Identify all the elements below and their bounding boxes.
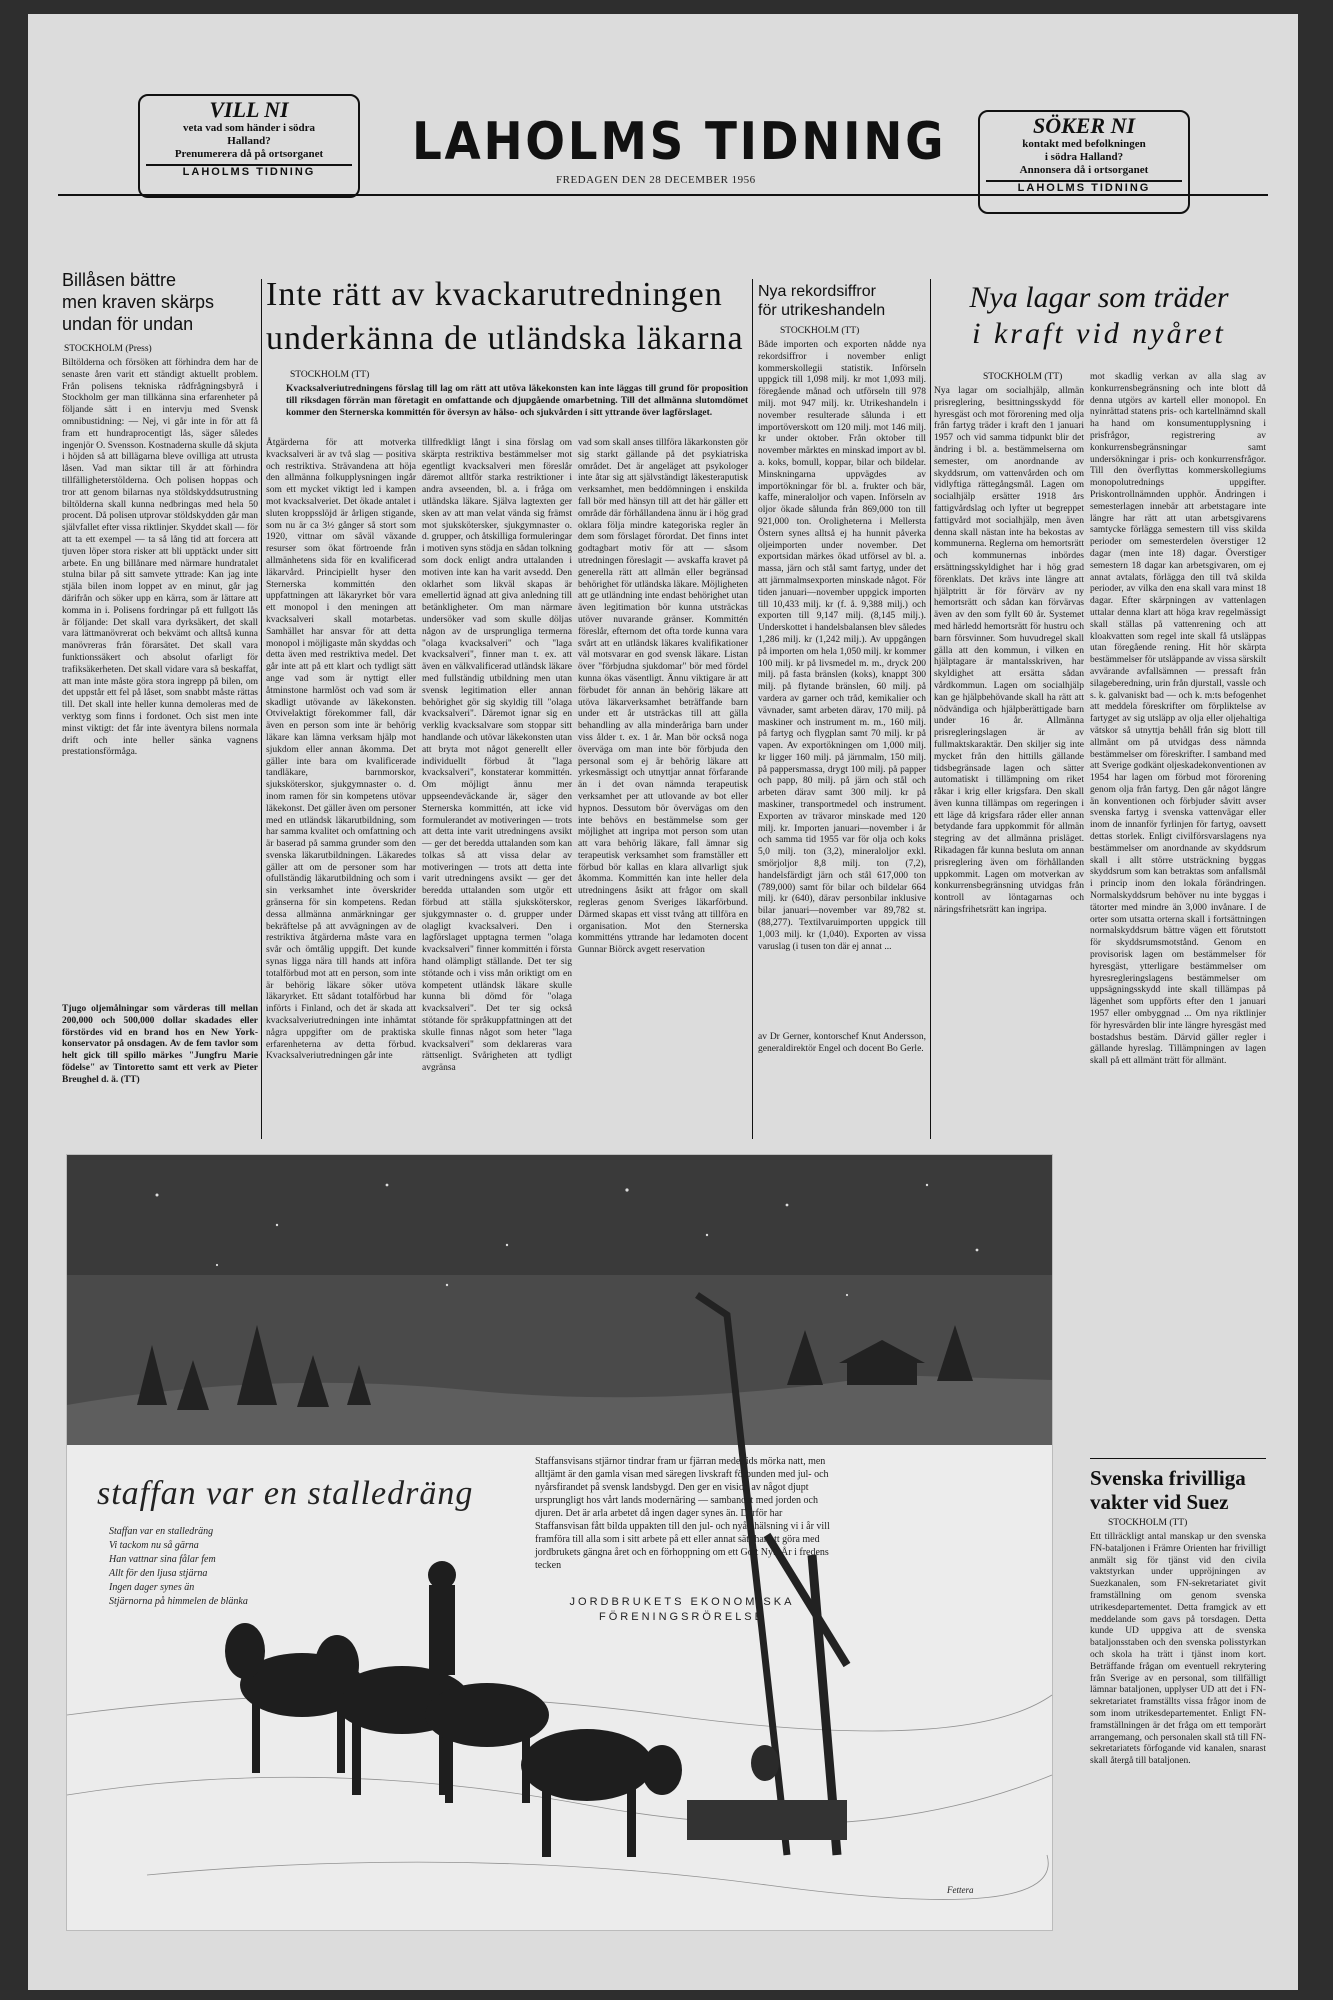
advertise-box: [978, 110, 1190, 214]
advertise-line-2: i södra Halland?: [1044, 151, 1124, 163]
right-col-2: mot skadlig verkan av alla slag av konkurrensbegränsning och inte blott då denna utgörs av kartell eller monopol. En nyinrättad statens pris- och kartellnämnd skall ha hand om konsumentupplysning i prisfrågor, registrering av konkurrensbegränsningar samt undersökningar i pris- och konkurrensfrågor. Till den överflyttas kommerskollegiums monopolutrednings uppgifter. Priskontrollnämnden upphör. Ändringen i semesterlagen innebär att arbetstagare inte längre har rätt att utan arbetsgivarens samtycke förlägga semestern till viss skilda perioder om semesterdelen överstiger 12 dagar (men inte 18) dagar. Överstiger semestern 18 dagar kan arbetsgivaren, om ej annat avtalats, förlägga den till två skilda perioder, av vilka den ena skall vara minst 18 dagar. Efter skärpningen av vattenlagen uttalar denna klart att höga krav regelmässigt skall ställas på vattenrening och att kloakvatten som regel inte skall få utsläppas utan föregående rening. Hit hör skärpta bestämmelser för utsläppande av vissa särskilt avvärande avfallsämnen — pressaft från silageberedning, urin från djurstall, vassle och s. k. galvaniskt bad — och k. m:ts befogenhet att meddela föreskrifter om förpliktelse av fartyget av sig utsläpp av olja eller oljehaltiga vätskor så utnyttja behåll från sig blott till allmänt om på utvidgas dess nämnda bestämmelser om föreskrifter. I samband med att Sverige godkänt oljeskadekonventionen av 1954 har lagen om förbud mot förorening genom olja från fartyg. Den går något längre än konventionen och förbjuder såvitt avser svenska fartyg i svenska vattenvägar eller inom de innanför fyrlinjen för fartyg, oavsett dettas storlek. Enligt civilförsvarslagens nya bestämmelser om anordnande av skyddsrum skall i allt större utsträckning byggas skyddsrum som kan betraktas som anfallsmål i princip inom den lokala förändringen. Normalskyddsrum behöver nu inte byggas i tätorter med mindre än 3,000 invånare. I de orter som utsatta orterna skall i fortsättningen normalskyddsrum bättre vägen ett förutstott för skyddsrumsmotstånd. Genom en provisorisk lagen om bestämmelser för hyresgäst, ytterligare bestämmelser om hyresregleringslagens bestämmelser om uppsägningsskydd inte skall tillämpas på lägenhet som uppförts efter den 1 januari 1957 eller ombyggnad ... Om nya riktlinjer för hyresvärden blir inte längre hyresgäst med bostadshus bestäm. Därvid gäller regler i gällande hyreslag. Tillämpningen av lagen skall på ett allmänt trätt för allmänt.: [1090, 372, 1266, 1067]
export-byline: STOCKHOLM (TT): [780, 326, 860, 336]
subscribe-line-2: Halland?: [227, 135, 271, 147]
subscribe-box-tag: LAHOLMS TIDNING: [146, 164, 352, 178]
main-col-1: Åtgärderna för att motverka kvacksalveri är av två slag — positiva och restriktiva. Strävandena att höja den allmänna folkupplysningen ingår som ett mycket viktigt led i kampen mot kvacksalveriet. Det ökade antalet i sluten kroppsslöjd är årligen stigande, som nu är ca 3½ gånger så stort som 1920, vittnar om såväl växande resurser som ökat förtroende från allmänhetens sida för en kvalificerad läkarvård. Principiellt hyser den Sternerska kommittén den uppfattningen att läkaryrket bör vara ett monopol i den meningen att kvacksalveri skall motarbetas. Samhället har ansvar för att detta monopol i möjligaste mån skyddas och detta även med restriktiva medel. Det går inte att på ett klart och tydligt sätt ange vad som är nyttigt eller åtminstone harmlöst och vad som är skadligt utövande av läkekonsten. Otvivelaktigt förekommer fall, där även en person som inte är behörig läkare kan lämna verksam hjälp mot sjukdom eller annan åkomma. Det gäller inte bara om kvalificerade tandläkare, barnmorskor, sjuksköterskor, sjukgymnaster o. d. inom ramen för sin kompetens utövar läkekonst. Det gäller även om personer med en utländsk läkarutbildning, som har samma kvalitet och omfattning och är baserad på samma grunder som den svenska läkarutbildningen. Läkaredes gäller att om de personer som har ofullständig läkarutbildning och som i sin verksamhet inte överskrider gränserna för sin kompetens. Redan dessa allmänna anmärkningar ger bekräftelse på att avvägningen av de restriktiva åtgärderna måste vara en svår och ömtålig uppgift. Det kunde synas ligga nära till hands att införa totalförbud mot att en person, som inte är behörig läkare söker utöva läkaryrket. Ett sådant totalförbud har införts i Finland, och det är skada att kvacksalveriutredningen inte inhämtat några uppgifter om de praktiska erfarenheterna av detta förbud. Kvacksalveriutredningen går inte: [266, 438, 416, 1062]
advert-artist: Fettera: [947, 1885, 974, 1895]
suez-byline: STOCKHOLM (TT): [1108, 1518, 1188, 1528]
main-headline-1: Inte rätt av kvackarutredningen: [266, 276, 723, 313]
main-byline: STOCKHOLM (TT): [290, 370, 370, 380]
main-lead: Kvacksalveriutredningens förslag till lag om rätt att utöva läkekonsten kan inte läggas till grund för proposition till riksdagen förrän man företagit en omfattande och djupgående omarbetning. Till det allmänna slutomdömet kommer den Sternerska kommittén för översyn av hälso- och sjukvården i sitt yttrande över lagförslaget.: [286, 384, 748, 418]
subscribe-box-title: VILL NI: [209, 97, 289, 122]
export-headline: [758, 282, 928, 320]
verse-line-2: Vi tackom nu så gärna: [109, 1540, 199, 1551]
left-byline: STOCKHOLM (Press): [64, 344, 152, 354]
suez-headline-line-1: Svenska frivilliga: [1090, 1466, 1246, 1490]
export-headline-line-1: Nya rekordsiffror: [758, 283, 876, 300]
advert-verse: [109, 1525, 248, 1609]
right-headline-line-2: i kraft vid nyåret: [972, 317, 1226, 350]
left-headline-line-3: undan för undan: [62, 314, 194, 334]
column-rule-1: [261, 279, 262, 1139]
advertise-line-1: kontakt med befolkningen: [1022, 138, 1146, 150]
right-byline: STOCKHOLM (TT): [983, 372, 1063, 382]
left-headline: [62, 269, 262, 335]
advertise-box-title: SÖKER NI: [1032, 113, 1136, 138]
staffan-advert: [66, 1154, 1053, 1931]
advert-body: Staffansvisans stjärnor tindrar fram ur fjärran medeltids mörka natt, men alltjämt är den gamla visan med säregen livskraft förbunden med jul- och nyårsfirandet på svensk landsbygd. Den ger en vision av något djupt ursprungligt hos vårt lands modernäring — sambandet med jorden och djuren. Det är arla arbetet då ingen dager synes än. Därför har Staffansvisan fått bilda uppakten till den jul- och nyårshälsning vi i år vill framföra till alla som i sitt arbete på ett eller annat sätt har att göra med jordbrukets gängnа året och en förhoppning om ett Gott Nytt År i fredens tecken: [535, 1456, 830, 1571]
main-col-2: tillfredkligt långt i sina förslag om skärpta restriktiva bestämmelser mot egentligt kvacksalveri men föreslår däremot alltför starka restriktioner i andra avseenden, bl. a. i fråga om utländska läkare. Själva lagtexten ger sken av att man velat vända sig främst mot sjukskötersker, sjukgymnaster o. d. grupper, och åtskilliga formuleringar i motiven syns stödja en sådan tolkning som dock enligt andra uttalanden i motiven inte kan ha varit avsedd. Den oklarhet som likväl skapas är emellertid ägnad att giva anledning till betänkligheter. Om man närmare undersöker vad som skulle döljas någon av de ursprungliga termerna "olaga kvacksalveri" och "laga kvacksalveri", finner man t. ex. att även en välkvalificerad utländsk läkare med fullständig utbildning men utan svensk legitimation eller annan behörighet gör sig skyldig till "olaga kvacksalveri". Däremot ignar sig en verklig kvacksalvare som stoppar sitt handlande och utövar läkekonsten utan att bryta mot något generellt eller individuellt förbud åt "laga kvacksalveri", konstaterar kommittén. Om möjligt ännu mer uppseendeväckande är, säger den Sternerska kommittén, att icke vid formulerandet av motiveringen — trots att detta inte varit utredningens avsikt — ger det beredda uttalanden som kan tolkas så att vissa delar av motiveringen — trots att detta inte varit utredningens avsikt — ger det beredda uttalanden som utgör ett förbud att ställa sjuksköterskor, sjukgymnaster o. d. grupper under olagligt kvacksalveri. Den i lagförslaget upptagna termen "olaga kvacksalveri" finner kommittén i första hand olämpligt ställande. Det ter sig stötande och i viss mån oriktigt om en kompetent utländsk läkare skulle kunna bli dömd för "olaga kvacksalveri". Det ter sig också stötande för språkuppfattningen att det skulle finnas något som heter "laga kvacksalveri" som deklareras vara rättsenligt. Svårigheten att tydligt avgränsa: [422, 438, 572, 1074]
left-headline-line-1: Billåsen bättre: [62, 270, 177, 290]
right-headline: [934, 280, 1264, 352]
masthead: LAHOLMS TIDNING: [412, 112, 947, 172]
subscribe-line-1: veta vad som händer i södra: [182, 122, 316, 134]
verse-line-5: Ingen dager synes än: [109, 1582, 195, 1593]
advert-title: staffan var en stalledräng: [97, 1475, 474, 1512]
column-rule-3: [930, 279, 931, 1139]
dateline: FREDAGEN DEN 28 DECEMBER 1956: [556, 174, 756, 186]
left-body: Biltölderna och försöken att förhindra dem har de senaste åren varit ett ständigt aktuellt problem. Från polisens tekniska rådfrågningsbyrå i Stockholm ger man tillkänna sina erfarenheter på följande sätt i en intervju med Svensk omnibustidning: — Nej, vi går inte in för att få fram ett hundraprocentigt lås, säger således ingenjör O. Svensson. Kostnaderna skulle då skjuta i höjden så att billägarna bleve ovilliga att utrusta låsen. Vad man siktar till är att förhindra tillfälligheterstölderna. Och polisen hoppas och tror att genom bilarnas nya stöldskyddsutrustning biltölderna skall kunna nedbringas med hela 50 procent. Då polisen utprovar stöldskydden går man självfallet efter vissa riktlinjer. Skyddet skall — för att ta ett exempel — ta så lång tid att forcera att tjuven löper stora risker att bli upptäckt under sitt arbete. En ung billånare med närmare hundratalet stulna bilar på sitt samvete yttrade: Kan jag inte stjäla bilen inom loppet av en minut, går jag därifrån och söker upp en kärra, som är lättare att komma in i. Polisens fordringar på ett fullgott lås är följande: Det skall vara dyrksäkert, det skall vara lättmanövrerat och bekvämt och alltså kunna manövreras från förarsätet. Det skall vara funktionssäkert och absolut ofarligt för trafiksäkerheten. Det skall vidare vara så beskaffat, att man inte måste göra stora ingrepp på bilen, om det uppstår ett fel på låset, som snabbt måste rättas till. Det skall inte heller kunna demoleras med de verktyg som finns i fordonet. Och sist men inte minst viktigt: det får inte äventyra bilens normala drift och inte heller sänka vagnens prestationsförmåga.: [62, 358, 258, 758]
column-rule-2: [752, 279, 753, 1139]
left-headline-line-2: men kraven skärps: [62, 292, 215, 312]
main-col-3: vad som skall anses tillföra läkarkonsten gör sig starkt gällande på det psykiatriska området. Det är angeläget att psykologer inte åtar sig att självständigt läkesteraputisk verksamhet, men beddömningen i enskilda fall bör med hänsyn till att det här gäller ett område där förhållandena ännu är i hög grad oklara följa mindre kategoriska regler än dem som förslaget förordat. Det finns intet godtagbart motiv för att — såsom utredningen föreslagit — avskaffa kravet på generella rätt att allmän eller begränsad behörighet för utländska läkare. Möjligheten att ge utländning inte endast behörighet utan även legitimation bör kunna utsträckas utöver nuvarande gränser. Kommittén föreslår, efternom det ofta torde kunna vara svårt att en utländsk läkares kvalifikationer väl motsvarar en god svensk läkare. Listan över "förbjudna sjukdomar" bör med fördel kunna ökas väsentligt. Ännu viktigare är att förbudet för annan än behörig läkare att utöva läkarverksamhet beträffande barn under ett år utsträckas till att gälla behandling av alla minderåriga barn under viss ålder t. ex. 1 år. Man bör också noga överväga om man inte bör förbjuda den personal som ej är behörig läkare att yrkesmässigt och utnyttjar annat förfarande än i det ovan nämnda terapeutisk verksamhet per att utlovande av bot eller hypnos. Dessutom bör övervägas om den inte behövs en bestämmelse som ger möjlighet att ingripa mot person som utan att vara behörig läkare, fall ämnar sig terapeutisk verksamhet som framställer ett förbud bör kallas en klara allvarligt sjuk åkomma. Kommittén kan inte heller dela utredningens åsikt att frågor om skall regleras genom Sveriges läkarförbund. Därmed skapas ett visst tvång att tillföra en organisation. Mot den Sternerska kommitténs yttrande har ledamoten docent Gunnar Biörck avgett reservation: [578, 438, 748, 956]
advertise-box-tag: LAHOLMS TIDNING: [986, 180, 1182, 194]
right-col-1: Nya lagar om socialhjälp, allmän prisreglering, besittningsskydd för hyresgäst och mot förorening med olja från fartyg träder i kraft den 1 januari 1957 och vid samma tidpunkt blir det ändring i bl. a. bestämmelserna om semester, om anordnande av skyddsrum, om vattenvården och om vidlyftiga rättegångsmål. Lagen om socialhjälp ersätter 1918 års fattigvårdslag och lyfter ut begreppet fattigvård mot socialhjälp, men även denna skall nästan inte ha bekostas av kommunerna. Reglerna om hemortsrätt och kommunernas inbördes ersättningsskyldighet har i hög grad förenklats. Det krävs inte längre att hjälptritt är för förvärv av ny hemortsrätt och sådan kan förvärvas även av den som fyllt 60 år. Systemet med härledd hemortsrätt för hustru och barn försvinner. Som huvudregel skall gälla att den kommun, i vilken en hjälptagare är mantalsskriven, har skyldighet att ersätta sådan vårdkommun. Lagen om socialhjälp kan ge hjälpbehövande skall ha rätt att nödvändiga och hjälpberättigade barn under 16 år. Allmänna prisregleringslagen är av fullmaktskaraktär. Den skiljer sig inte mycket från den hittills gällande tidsbegränsade lagen och sätter automatiskt i tillämpning om riket råkar i krig eller krigsfara. Den skall även kunna tillämpas om regeringen i ett läge då krigsfara råder eller annan betydande fara uppkommit för allmän stegring av det allmänna prisläget. Rikadagen får kunna besluta om annan prisreglering även om förhållanden uppkommit. Lagen om motverkan av konkurrensbegränsning utvidgas från kontroll av löntagarnas och näringsfrihetsrätt kan ingripa.: [934, 386, 1084, 916]
verse-line-4: Allt för den ljusa stjärna: [109, 1568, 208, 1579]
subscribe-box: [138, 94, 360, 198]
suez-headline-line-2: vakter vid Suez: [1090, 1490, 1229, 1514]
verse-line-6: Stjärnorna på himmelen de blänka: [109, 1596, 248, 1607]
suez-body: Ett tillräckligt antal manskap ur den svenska FN-bataljonen i Främre Orienten har frivilligt anmält sig för tjänst vid den civila vaktstyrkan under uppröjningen av Suezkanalen, som FN-sekretariatet givit framställning om genom svenska utrikesdepartementet. Detta framgick av ett meddelande som gavs på torsdagen. Detta kunde UD uppgiva att de svenska bataljonsstaben och den svenska polisstyrkan och skola ha trätt i tjänst inom kort. Beträffande frågan om eventuell rekrytering från Sverige av en personal, som tillfälligt lämnar bataljonen, upplyser UD att det i FN-sekretariatet framställts vissa frågor inom de som inom utrikesdepartementet. Enligt FN-framställningen är det fråga om ett temporärt arrangemang, och personalen skall stå till FN-sekretariatets förfogande vid kanalen, snarast skall återgå till bataljonen.: [1090, 1532, 1266, 1767]
advertise-line-3: Annonsera då i ortsorganet: [1019, 164, 1149, 176]
advert-signature: JORDBRUKETS EKONOMISKA FÖRENINGSRÖRELSE: [569, 1596, 795, 1623]
subscribe-line-3: Prenumerera då på ortsorganet: [174, 148, 324, 160]
newspaper-page: [28, 14, 1298, 1990]
export-headline-line-2: för utrikeshandeln: [758, 302, 886, 319]
export-body: Både importen och exporten nådde nya rekordsiffror i november enligt kommerskollegii statistik. Införseln uppgick till 1,098 milj. kr mot 1,093 milj. föregående månad och utförseln till 978 milj. mot 947 milj. kr. Utrikeshandeln i november resulterade sålunda i ett importöverskott om 120 milj. mot 146 milj. kr under oktober. Från oktober till november märktes en minskad import av bl. a. koks, bomull, koppar, bilar och bildelar. Minskningarna uppvägdes av importökningar för bl. a. frukter och bär, kaffe, mineraloljor och vapen. Införseln av oljor ökade sålunda från 869,000 ton till 921,000 ton. Oroligheterna i Mellersta Östern synes alltså ej ha hunnit påverka oljeimporten under november. Det exportsidan märkes ökad utförsel av bl. a. massa, järn och stål samt fartyg, under det att järnmalmsexporten minskade något. För tiden januari—november uppgick importen till 10,433 milj. kr (f. å. 9,388 milj.) och exporten till 9,147 milj. (8,145 milj.). Underskottet i handelsbalansen blev således 1,286 milj. kr (1,242 milj.). Av uppgången på importen om hela 1,050 milj. kr kommer 100 milj. kr på livsmedel m. m., dryck 200 milj. på fasta bränslen (koks), knappt 300 milj. på flytande bränslen, 60 milj. på vardera av garner och tråd, kemikalier och vävnader, samt arbeten därav, 170 milj. på maskiner och instrument m. m., 160 milj. på fartyg och flygplan samt 70 milj. kr på vapen. Av exportökningen om 1,000 milj. kr ligger 160 milj. på järnmalm, 150 milj. på pappersmassa, drygt 100 milj. på papper och papp, 80 milj. på järn och stål och arbeten därav samt 300 milj. kr på maskiner, transportmedel och instrument. Exporten av trävaror minskade med 120 milj. kr. Importen januari—november i år och samma tid 1955 var för olja och koks 5,0 milj. ton (3,2), mineraloljor exkl. smörjoljor 8,8 milj. ton (7,2), handelsfärdigt järn och stål 617,000 ton (789,000) samt för bilar och bildelar 664 milj. kr (640), därav personbilar inklusive bilar januari—november var 89,782 st. (88,277). Textilvaruimporten uppgick till 1,003 milj. kr (1,040). Exporten av vissa varuslag (i tusen ton där ej annat ...: [758, 340, 926, 952]
verse-line-1: Staffan var en stalledräng: [109, 1526, 214, 1537]
suez-rule: [1090, 1458, 1266, 1459]
export-note: av Dr Gerner, kontorschef Knut Andersson, generaldirektör Engel och docent Bo Gerle.: [758, 1032, 926, 1054]
masthead-rule: [58, 194, 1268, 196]
left-caption: Tjugo oljemålningar som värderas till mellan 200,000 och 500,000 dollar skadades eller förstördes vid en brand hos en New York-konservator på onsdagen. Av de fem tavlor som helt gick till spillo märkes "Jungfru Marie födelse" av Tintoretto samt ett verk av Pieter Breughel d. ä. (TT): [62, 1004, 258, 1085]
suez-headline: [1090, 1466, 1266, 1514]
main-headline-2: underkänna de utländska läkarna: [266, 320, 744, 357]
verse-line-3: Han vattnar sina fålar fem: [109, 1554, 216, 1565]
right-headline-line-1: Nya lagar som träder: [969, 281, 1229, 314]
